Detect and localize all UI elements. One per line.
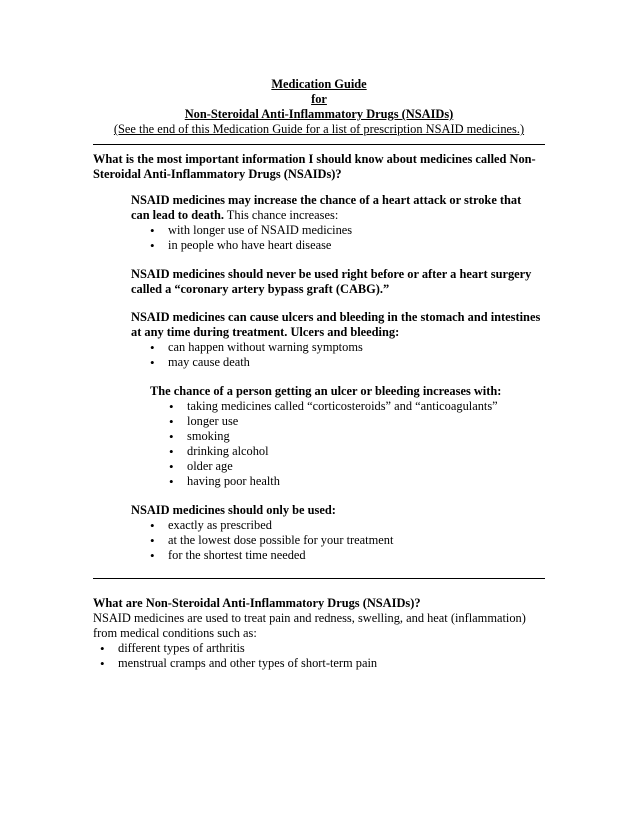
ulcer-risk-factors (150, 384, 550, 489)
cabg-warning: NSAID medicines should never be used right before or after a heart surgery called a “coronary artery bypass graft (CABG).” (131, 267, 532, 296)
ulcer-risk-heading: The chance of a person getting an ulcer or bleeding increases with: (150, 384, 502, 398)
list-item: • exactly as prescribed (148, 518, 541, 533)
heart-attack-list (148, 223, 541, 253)
header-note: (See the end of this Medication Guide for a list of prescription NSAID medicines.) (113, 122, 525, 136)
header-title: Medication Guide (271, 77, 367, 91)
usage-guidance (131, 503, 541, 563)
heart-attack-normal: This chance increases: (223, 208, 339, 222)
header-drug-class: Non-Steroidal Anti-Inflammatory Drugs (NSAIDs) (184, 107, 454, 121)
list-item: • menstrual cramps and other types of short-term pain (98, 656, 548, 671)
ulcer-warning (131, 310, 541, 370)
list-item: • in people who have heart disease (148, 238, 541, 253)
list-item: • taking medicines called “corticosteroids” and “anticoagulants” (167, 399, 550, 414)
usage-list (148, 518, 541, 563)
ulcer-list (148, 340, 541, 370)
list-item: • smoking (167, 429, 550, 444)
bottom-divider (93, 578, 545, 579)
nsaid-definition (93, 596, 548, 671)
top-divider (93, 144, 545, 145)
document-header (0, 77, 638, 137)
list-item: • for the shortest time needed (148, 548, 541, 563)
heart-attack-warning (131, 193, 541, 253)
ulcer-paragraph: NSAID medicines can cause ulcers and bleeding in the stomach and intestines at any time during treatment. Ulcers and bleeding: (131, 310, 541, 339)
list-item: • at the lowest dose possible for your treatment (148, 533, 541, 548)
list-item: • drinking alcohol (167, 444, 550, 459)
usage-heading: NSAID medicines should only be used: (131, 503, 336, 517)
list-item: • may cause death (148, 355, 541, 370)
list-item: • with longer use of NSAID medicines (148, 223, 541, 238)
list-item: • longer use (167, 414, 550, 429)
heart-attack-paragraph (131, 193, 541, 223)
list-item: • different types of arthritis (98, 641, 548, 656)
list-item: • can happen without warning symptoms (148, 340, 541, 355)
list-item: • older age (167, 459, 550, 474)
section2-question: What are Non-Steroidal Anti-Inflammatory Drugs (NSAIDs)? (93, 596, 421, 610)
section2-text: NSAID medicines are used to treat pain and redness, swelling, and heat (inflammation) from medical conditions such as: (93, 611, 526, 640)
header-for: for (311, 92, 327, 106)
ulcer-risk-list (167, 399, 550, 489)
list-item: • having poor health (167, 474, 550, 489)
section1-question: What is the most important information I should know about medicines called Non-Steroidal Anti-Inflammatory Drugs (NSAIDs)? (93, 152, 536, 181)
conditions-list (98, 641, 548, 671)
heart-attack-bold: NSAID medicines may increase the chance of a heart attack or stroke that can lead to death. (131, 193, 522, 222)
